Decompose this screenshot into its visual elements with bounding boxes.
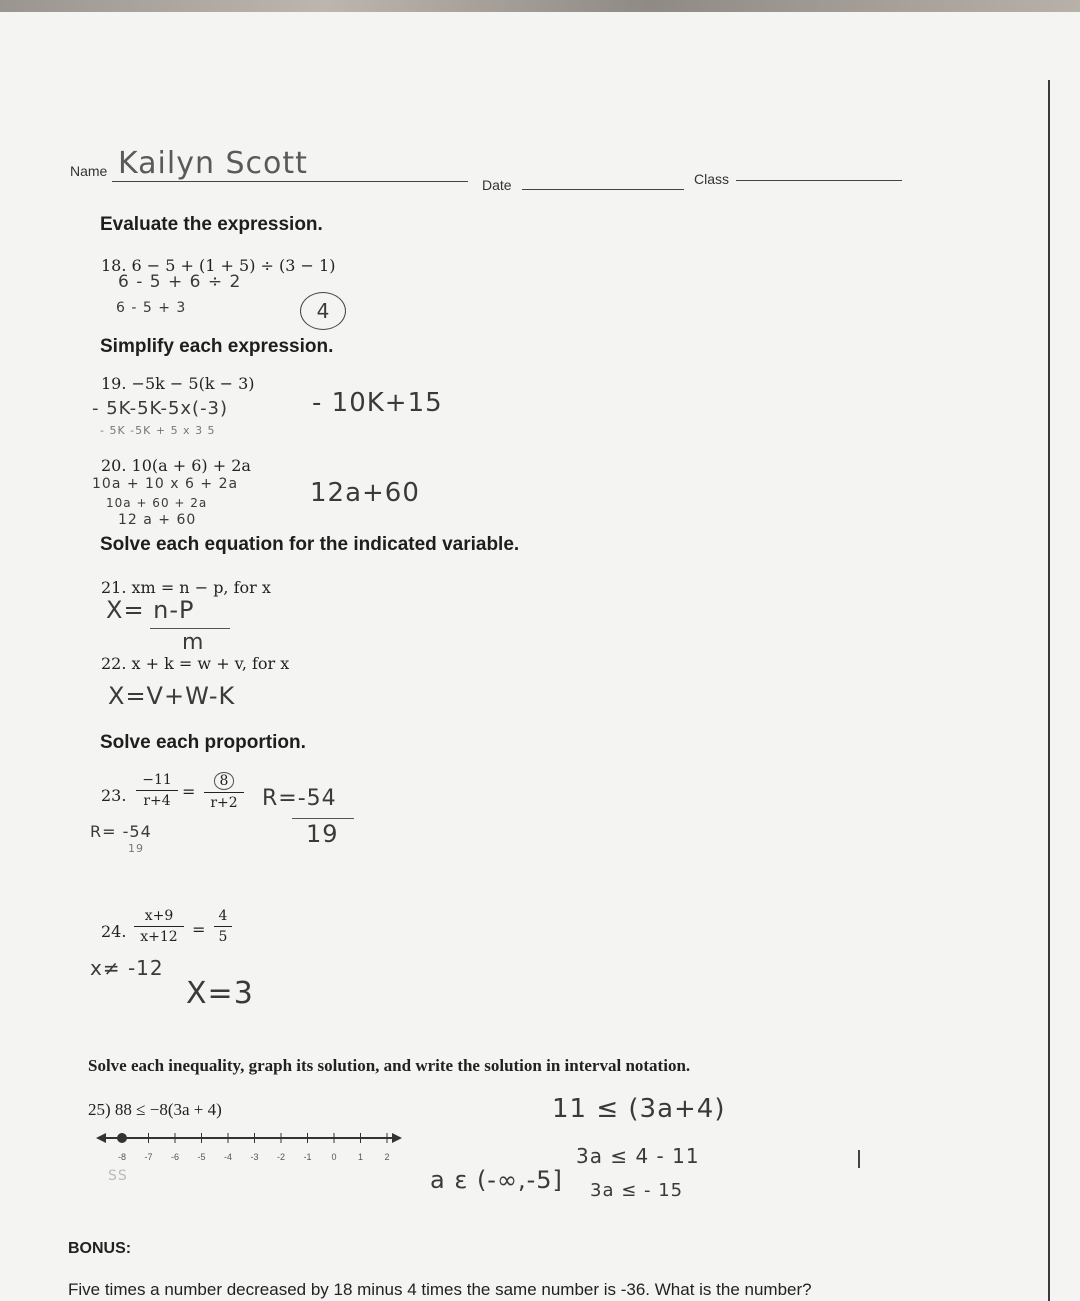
- p20-answer: 12a+60: [310, 478, 420, 508]
- tick-label: -8: [117, 1152, 127, 1162]
- p23-work-den: 19: [128, 842, 144, 855]
- problem-22: 22. x + k = w + v, for x: [101, 654, 290, 673]
- p20-work-2: 10a + 60 + 2a: [106, 496, 208, 510]
- p18-answer: 4: [300, 292, 346, 330]
- section-simplify: Simplify each expression.: [100, 336, 334, 357]
- p25-work-1: 11 ≤ (3a+4): [552, 1094, 726, 1124]
- p25-interval: a ε (-∞,-5]: [430, 1166, 563, 1194]
- class-line: [736, 180, 902, 181]
- tick-label: -4: [223, 1152, 233, 1162]
- problem-18: 18. 6 − 5 + (1 + 5) ÷ (3 − 1): [101, 256, 336, 275]
- p24-right-den: 5: [218, 929, 228, 945]
- photo-top-edge: [0, 0, 1080, 12]
- p22-answer: X=V+W-K: [108, 682, 236, 710]
- p24-note: x≠ -12: [90, 956, 164, 980]
- page-edge-shadow: [1048, 80, 1050, 1301]
- name-label: Name: [70, 163, 108, 179]
- p21-fraction-bar: [150, 628, 230, 629]
- number-line-left-arrow: [96, 1133, 106, 1143]
- p23-number: 23.: [101, 786, 127, 805]
- p23-left-num: −11: [142, 772, 172, 788]
- tick-label: -5: [197, 1152, 206, 1162]
- tick-label: -7: [144, 1152, 153, 1162]
- p20-work-3: 12 a + 60: [118, 512, 197, 528]
- tick-label: 1: [357, 1152, 364, 1162]
- p24-left-den: x+12: [140, 929, 178, 945]
- number-line-right-arrow: [392, 1133, 402, 1143]
- name-value: Kailyn Scott: [118, 146, 308, 181]
- p23-equals: =: [182, 782, 196, 801]
- p19-work-2: - 5K -5K + 5 x 3 5: [100, 424, 216, 437]
- p24-equals: =: [192, 920, 206, 939]
- tick-label: -3: [250, 1152, 259, 1162]
- p24-right-num: 4: [218, 908, 228, 924]
- section-inequality: Solve each inequality, graph its solution, and write the solution in interval notation.: [88, 1056, 691, 1075]
- p23-right-num: 8: [214, 772, 235, 790]
- problem-25: 25) 88 ≤ −8(3a + 4): [88, 1100, 222, 1119]
- p21-answer-denominator: m: [182, 630, 205, 655]
- p23-left-den: r+4: [143, 793, 171, 809]
- class-label: Class: [694, 171, 730, 187]
- bonus-label: BONUS:: [68, 1240, 132, 1257]
- stray-mark: [858, 1150, 860, 1168]
- tick-label: 0: [331, 1152, 337, 1162]
- p23-right-fraction: [204, 772, 244, 811]
- p25-scratch: SS: [108, 1168, 128, 1184]
- p24-left-fraction: [134, 908, 184, 945]
- problem-21: 21. xm = n − p, for x: [101, 578, 271, 597]
- tick-label: -2: [276, 1152, 286, 1162]
- p18-work-1: 6 - 5 + 6 ÷ 2: [118, 272, 242, 292]
- tick-label: -1: [303, 1152, 312, 1162]
- problem-19: 19. −5k − 5(k − 3): [101, 374, 255, 393]
- p19-answer: - 10K+15: [312, 388, 443, 418]
- tick-label: 2: [384, 1152, 390, 1162]
- p23-answer-num: R=-54: [262, 786, 337, 811]
- p24-number: 24.: [101, 922, 127, 941]
- date-line: [522, 189, 684, 190]
- p23-work-num: R= -54: [90, 822, 152, 841]
- date-label: Date: [482, 177, 512, 193]
- name-line: [112, 181, 468, 182]
- p25-work-2: 3a ≤ 4 - 11: [576, 1144, 700, 1168]
- tick-label: -6: [170, 1152, 180, 1162]
- p23-right-den: r+2: [210, 795, 238, 811]
- problem-20: 20. 10(a + 6) + 2a: [101, 456, 251, 475]
- p24-answer: X=3: [186, 976, 254, 1011]
- section-solve-variable: Solve each equation for the indicated variable.: [100, 534, 520, 555]
- p20-work-1: 10a + 10 x 6 + 2a: [92, 476, 239, 492]
- p25-work-3: 3a ≤ - 15: [590, 1180, 684, 1201]
- section-evaluate: Evaluate the expression.: [100, 214, 323, 235]
- p19-work-1: - 5K-5K-5x(-3): [92, 398, 229, 419]
- p23-left-fraction: [136, 772, 178, 809]
- p23-answer-bar: [292, 818, 354, 819]
- section-proportion: Solve each proportion.: [100, 732, 306, 753]
- p24-left-num: x+9: [144, 908, 174, 924]
- p18-work-2: 6 - 5 + 3: [116, 300, 187, 316]
- p23-answer-den: 19: [306, 820, 339, 848]
- p21-answer-numerator: X= n-P: [106, 596, 195, 624]
- p24-right-fraction: [214, 908, 232, 945]
- bonus-text: Five times a number decreased by 18 minus 4 times the same number is -36. What is the number?: [68, 1280, 812, 1299]
- p25-number-line: [96, 1126, 406, 1166]
